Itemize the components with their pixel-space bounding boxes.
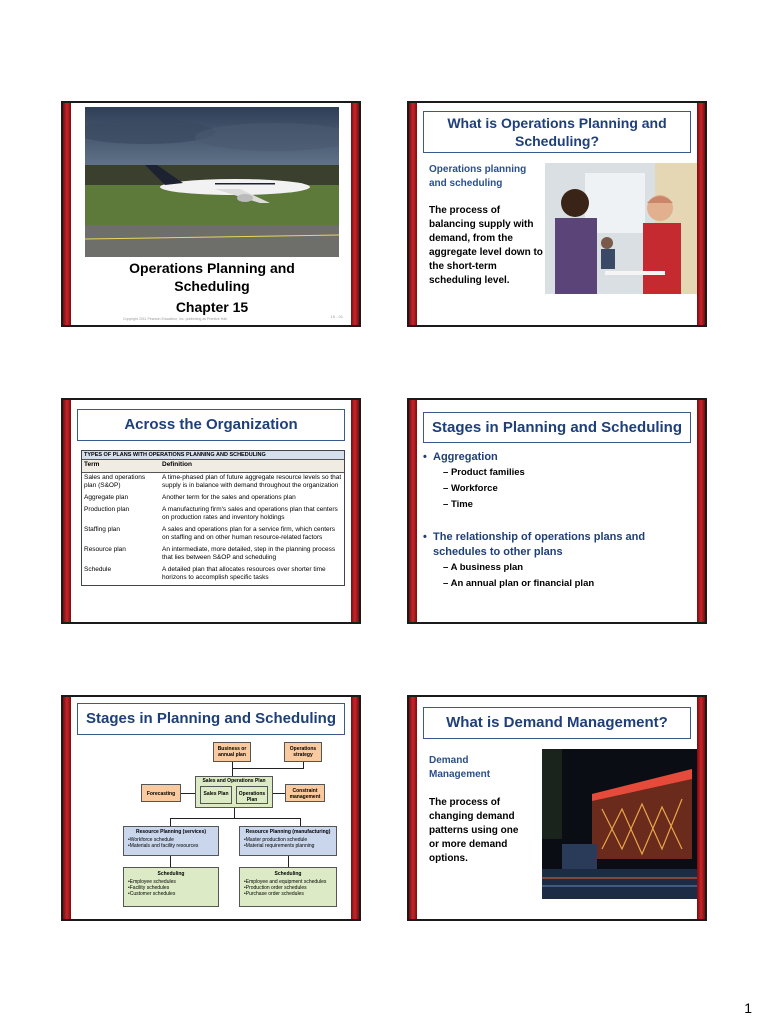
illuminated-building-photo <box>542 749 697 899</box>
slide-border-right <box>697 697 705 919</box>
sub-bullet-text: A business plan <box>450 562 524 573</box>
terms-table <box>82 459 344 585</box>
slide-3-title: Across the Organization <box>77 409 345 441</box>
bullet-text: Aggregation <box>433 451 498 463</box>
scheduling-right-box <box>239 867 337 907</box>
bullet-text: The relationship of operations plans and schedules to other plans <box>433 531 646 558</box>
sub-bullet: – Workforce <box>443 483 498 494</box>
definition-cell: An intermediate, more detailed, step in the planning process that lies between S&OP and scheduling <box>162 546 336 561</box>
sub-bullet-text: An annual plan or financial plan <box>450 578 595 589</box>
list-item: •Customer schedules <box>128 891 176 897</box>
term-cell: Aggregate plan <box>84 494 129 501</box>
plans-table <box>81 450 345 586</box>
table-row <box>82 545 344 565</box>
list-item: •Employee and equipment schedules <box>244 879 327 885</box>
slide-6-body: The process of changing demand patterns using one or more demand options. <box>429 797 519 864</box>
sub-bullet: – Product families <box>443 467 525 478</box>
bullet-relationship <box>423 530 688 560</box>
connector-line <box>234 808 235 818</box>
definition-cell: A manufacturing firm's sales and operations plan that centers on production rates and inventory holdings <box>162 506 338 521</box>
sop-box <box>195 776 273 808</box>
slide-4-content <box>423 450 688 592</box>
operations-plan-box: Operations Plan <box>236 786 268 804</box>
connector-line <box>273 793 285 794</box>
airplane-photo <box>85 107 339 257</box>
scheduling-right-label: Scheduling <box>274 871 302 877</box>
slide-4-title: Stages in Planning and Scheduling <box>423 412 691 443</box>
sales-plan-box: Sales Plan <box>200 786 232 804</box>
connector-line <box>181 793 195 794</box>
rp-manufacturing-list <box>244 837 336 849</box>
table-row <box>82 493 344 505</box>
chapter-label: Chapter 15 <box>175 299 249 315</box>
scheduling-left-label: Scheduling <box>157 871 185 877</box>
term-cell: Resource plan <box>84 546 126 553</box>
slide-1 <box>61 101 361 327</box>
slide-5-title: Stages in Planning and Scheduling <box>77 703 345 735</box>
col-header-definition: Definition <box>160 460 344 473</box>
list-item: •Material requirements planning <box>244 843 315 849</box>
slide-border-right <box>351 103 359 325</box>
planning-diagram <box>63 697 359 919</box>
definition-cell: A detailed plan that allocates resources over shorter time horizons to accomplish specific tasks <box>162 566 326 581</box>
connector-line <box>232 768 304 769</box>
table-row <box>82 505 344 525</box>
title-line-1: Operations Planning and <box>129 260 295 276</box>
term-cell: Schedule <box>84 566 112 573</box>
copyright-footer: Copyright 2011 Pearson Education, Inc. publishing as Prentice Hall <box>123 317 227 321</box>
slide-2-body: The process of balancing supply with demand, from the aggregate level down to the short-term scheduling level. <box>429 205 543 286</box>
definition-cell: Another term for the sales and operations plan <box>162 494 296 501</box>
slide-2-title: What is Operations Planning and Scheduling? <box>423 111 691 153</box>
bullet-icon: • <box>423 451 427 463</box>
scheduling-right-list <box>244 879 336 897</box>
rp-services-label: Resource Planning (services) <box>135 829 207 835</box>
rp-manufacturing-label: Resource Planning (manufacturing) <box>245 829 331 835</box>
connector-line <box>170 818 171 826</box>
list-item: •Employee schedules <box>128 879 176 885</box>
slide-border-left <box>409 103 417 325</box>
slide-border-left <box>63 103 71 325</box>
slide-border-right <box>697 103 705 325</box>
sub-bullet: – An annual plan or financial plan <box>443 578 595 589</box>
page-number: 1 <box>744 1000 752 1016</box>
table-row <box>82 525 344 545</box>
connector-line <box>288 856 289 867</box>
operations-strategy-box: Operations strategy <box>284 742 322 762</box>
forecasting-box: Forecasting <box>141 784 181 802</box>
sub-bullet: – A business plan <box>443 562 524 573</box>
term-cell: Staffing plan <box>84 526 121 533</box>
connector-line <box>170 856 171 867</box>
resource-planning-manufacturing-box <box>239 826 337 856</box>
slide-4 <box>407 398 707 624</box>
term-cell: Sales and operations plan (S&OP) <box>84 474 146 489</box>
slide-2 <box>407 101 707 327</box>
list-item: •Purchase order schedules <box>244 891 304 897</box>
connector-line <box>170 818 300 819</box>
list-item: •Materials and facility resources <box>128 843 199 849</box>
resource-planning-services-box <box>123 826 219 856</box>
slide-6 <box>407 695 707 921</box>
slide-border-left <box>409 400 417 622</box>
slide-5 <box>61 695 361 921</box>
slide-1-title <box>85 259 339 316</box>
scheduling-left-list <box>128 879 218 897</box>
table-caption: TYPES OF PLANS WITH OPERATIONS PLANNING AND SCHEDULING <box>82 451 344 459</box>
slide-3 <box>61 398 361 624</box>
sub-bullet-text: Time <box>450 499 473 510</box>
sub-bullet-text: Product families <box>450 467 525 478</box>
list-item: •Master production schedule <box>244 837 308 843</box>
list-item: •Production order schedules <box>244 885 307 891</box>
bullet-aggregation <box>423 450 688 465</box>
definition-cell: A time-phased plan of future aggregate resource levels so that supply is in balance with demand throughout the organization <box>162 474 342 489</box>
term-cell: Production plan <box>84 506 130 513</box>
constraint-management-box: Constraint management <box>285 784 325 802</box>
sub-bullet-text: Workforce <box>450 483 498 494</box>
sub-bullet: – Time <box>443 499 473 510</box>
bullet-icon: • <box>423 531 427 543</box>
table-row <box>82 565 344 585</box>
connector-line <box>232 762 233 776</box>
list-item: •Facility schedules <box>128 885 170 891</box>
business-plan-box: Business or annual plan <box>213 742 251 762</box>
slide-border-right <box>351 400 359 622</box>
list-item: •Workforce schedule <box>128 837 174 843</box>
slide-border-right <box>697 400 705 622</box>
slide-6-title: What is Demand Management? <box>423 707 691 739</box>
office-people-photo <box>545 163 697 294</box>
rp-services-list <box>128 837 218 849</box>
scheduling-left-box <box>123 867 219 907</box>
col-header-term: Term <box>82 460 160 473</box>
slide-border-left <box>63 400 71 622</box>
definition-cell: A sales and operations plan for a service firm, which centers on staffing and on other human resource-related factors <box>162 526 336 541</box>
slide-border-left <box>409 697 417 919</box>
title-line-2: Scheduling <box>174 278 250 294</box>
connector-line <box>300 818 301 826</box>
slide-2-subtitle: Operations planning and scheduling <box>429 164 527 189</box>
table-row <box>82 473 344 494</box>
sop-label: Sales and Operations Plan <box>202 778 266 784</box>
slide-6-subtitle: Demand Management <box>429 755 491 780</box>
slide-page-number: 15 - 01 <box>330 314 343 319</box>
